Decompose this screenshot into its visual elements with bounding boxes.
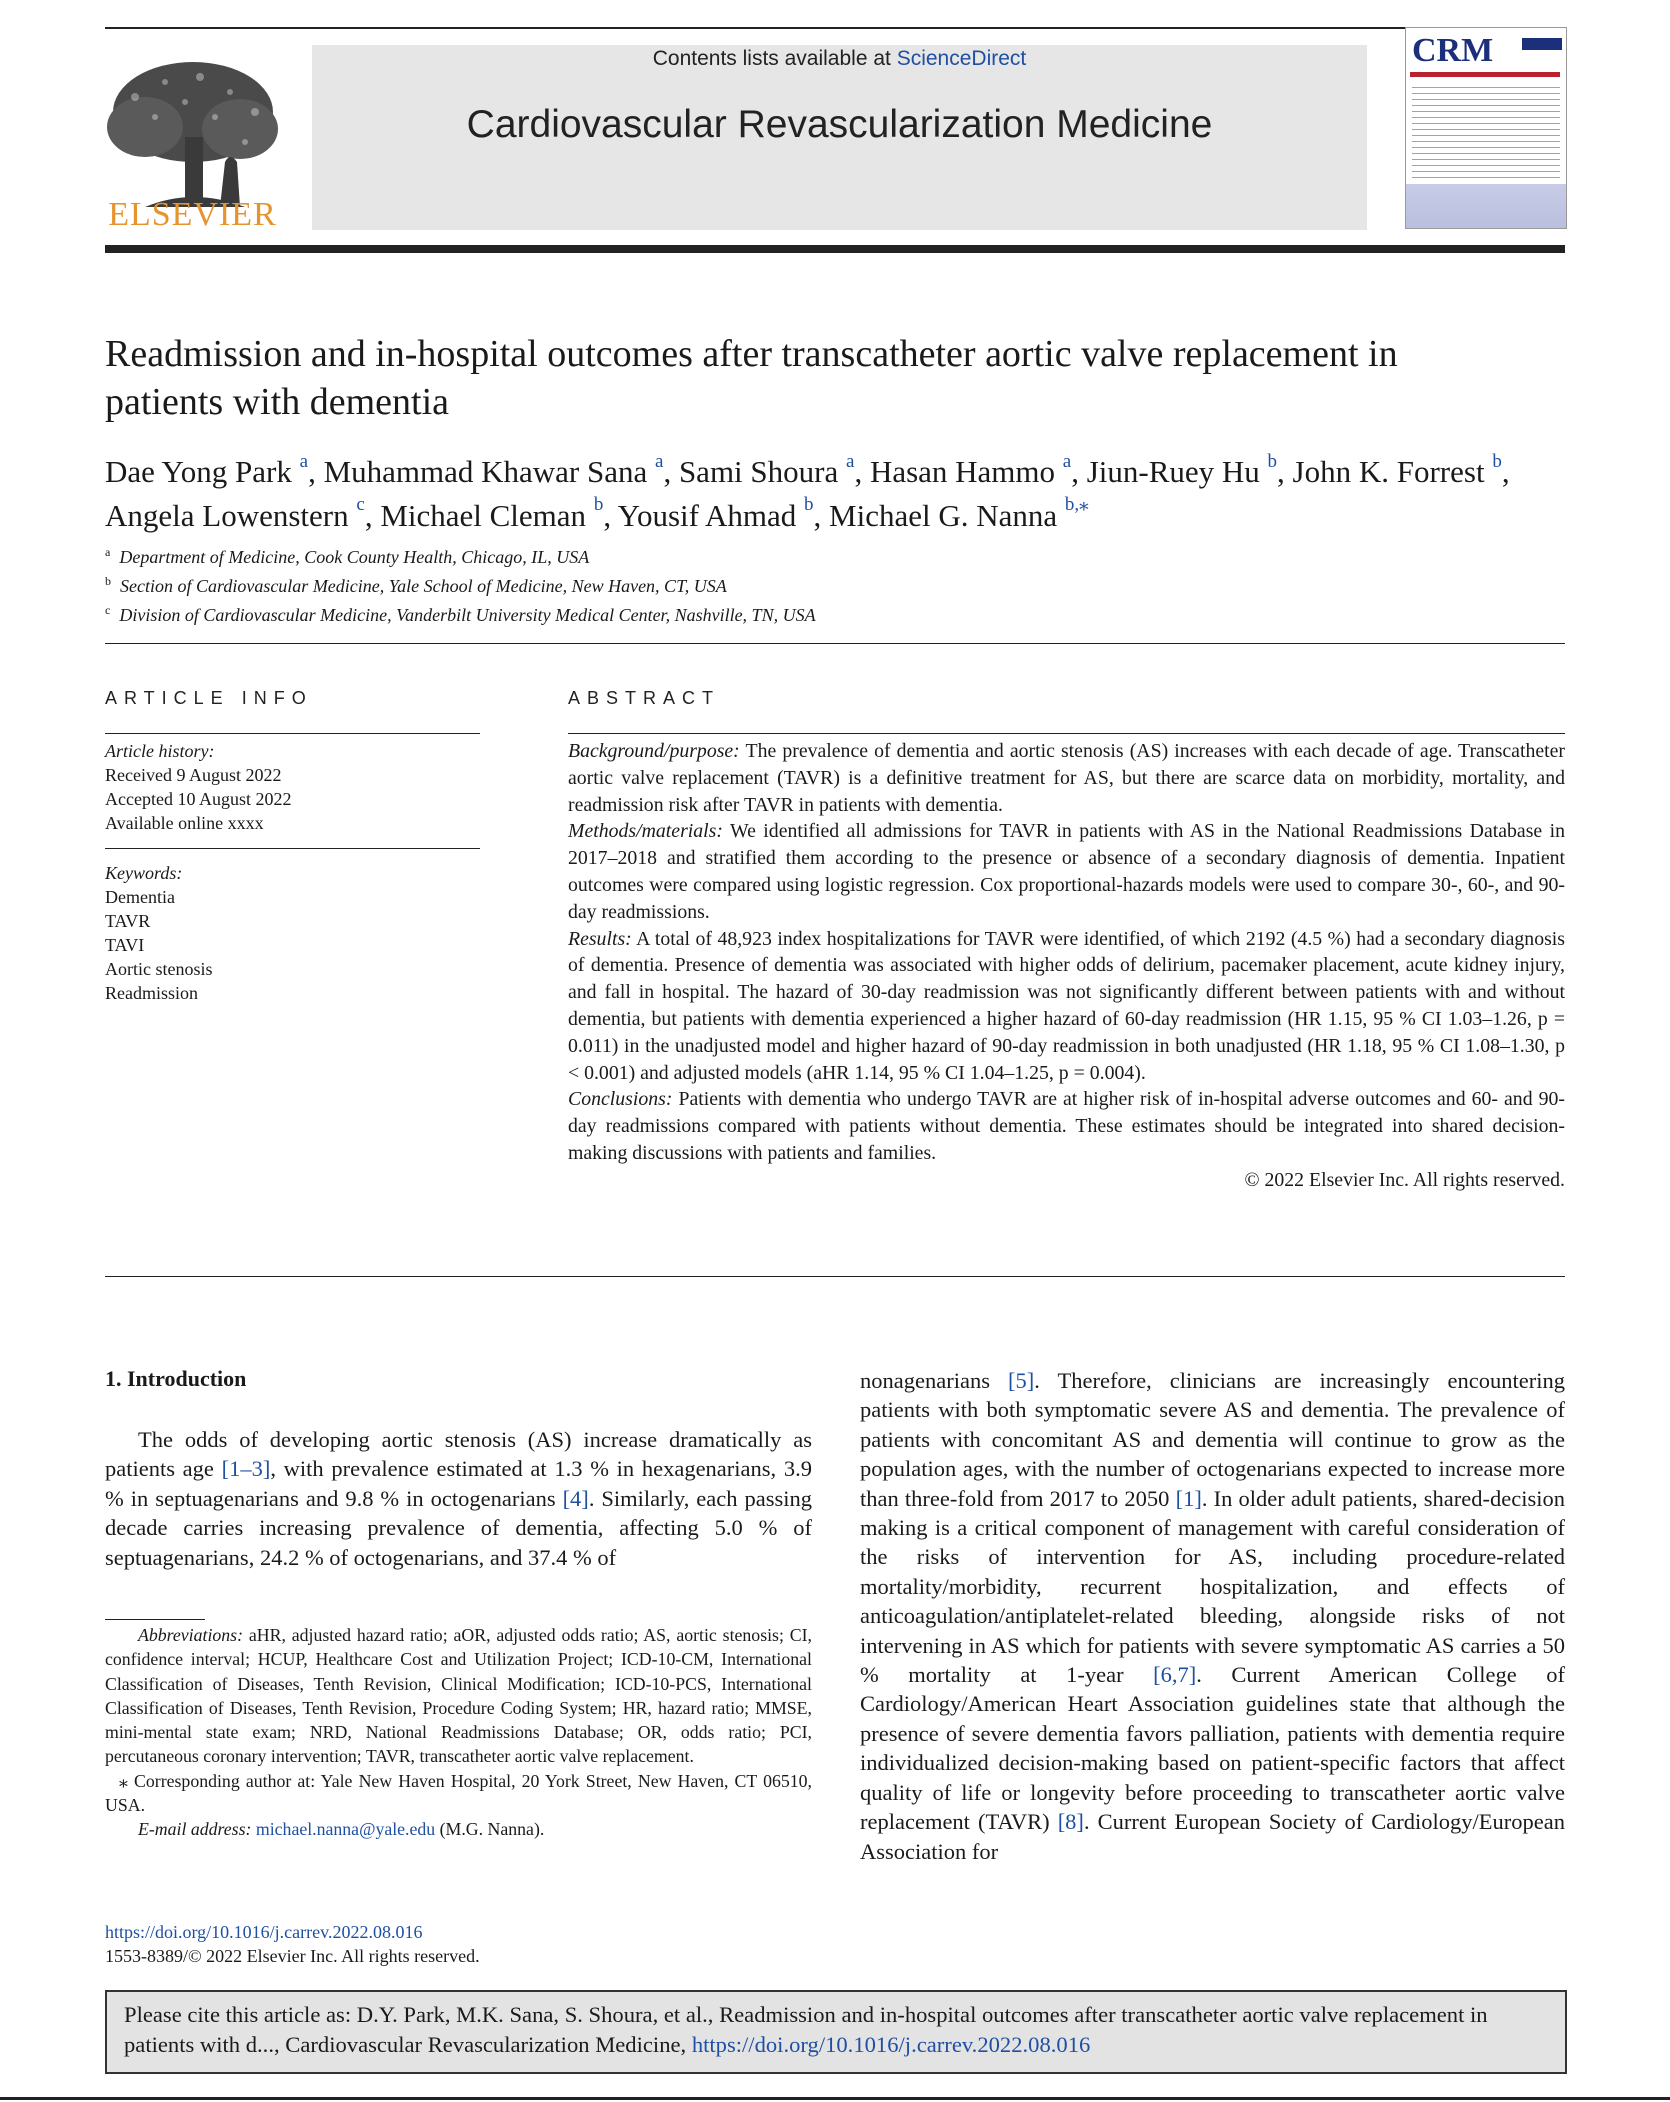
cover-tag	[1522, 38, 1562, 50]
affiliation: $^c$ Division of Cardiovascular Medicine, Vanderbilt University Medical Center, Nashville, TN, USA	[105, 603, 816, 625]
header-top-rule	[105, 27, 1565, 29]
ref-link[interactable]: [1–3]	[221, 1456, 271, 1482]
journal-cover-thumbnail[interactable]	[1405, 27, 1567, 229]
divider	[105, 643, 1565, 644]
keyword: Readmission	[105, 983, 198, 1003]
ref-link[interactable]: [5]	[1007, 1368, 1035, 1393]
divider	[568, 733, 1565, 734]
keyword: Aortic stenosis	[105, 959, 213, 979]
affiliations	[105, 540, 1305, 627]
cover-contents-lines	[1412, 82, 1560, 182]
footnotes	[105, 1623, 812, 1842]
body-right-column	[860, 1366, 1565, 1866]
keyword: Dementia	[105, 887, 175, 907]
abstract-conclusions: Conclusions: Patients with dementia who undergo TAVR are at higher risk of in-hospital adverse outcomes and 60- and 90-day readmissions compared with patients without dementia. These estimates should be integrated into shared decision-making discussions with patients and families.	[568, 1088, 1565, 1164]
author[interactable]: Angela Lowenstern $^c$,	[105, 494, 381, 533]
history-label: Article history:	[105, 741, 215, 761]
article-history	[105, 739, 480, 835]
author[interactable]: Yousif Ahmad $^b$,	[617, 494, 830, 533]
abstract-background: Background/purpose: The prevalence of dementia and aortic stenosis (AS) increases with each decade of age. Transcatheter aortic valve replacement (TAVR) is a definitive treatment for AS, but there are scarce data on morbidity, mortality, and readmission risk after TAVR in patients with dementia.	[568, 740, 1565, 816]
publisher-name: ELSEVIER	[108, 196, 277, 233]
author[interactable]: Hasan Hammo $^a$,	[869, 451, 1087, 490]
author[interactable]: Michael Cleman $^b$,	[380, 494, 618, 533]
affiliation: $^b$ Section of Cardiovascular Medicine, Yale School of Medicine, New Haven, CT, USA	[105, 574, 727, 596]
section-title: 1. Introduction	[105, 1366, 247, 1391]
citation-text: Please cite this article as: D.Y. Park, M.K. Sana, S. Shoura, et al., Readmission and in-hospital outcomes after transcatheter aortic valve replacement in patients with d..., Cardiovascular Revascularization Medicine, https://doi.org/10.1016/j.carrev.2022.08.016	[124, 2002, 1488, 2057]
keywords-label: Keywords:	[105, 863, 183, 883]
divider	[105, 848, 480, 849]
keyword: TAVR	[105, 911, 151, 931]
contents-line	[312, 47, 1367, 71]
footnote-rule	[105, 1619, 205, 1620]
ref-link[interactable]: [4]	[562, 1485, 589, 1511]
author[interactable]: Muhammad Khawar Sana $^a$,	[323, 451, 679, 490]
keywords-block	[105, 861, 480, 1005]
email-footnote: E-mail address: michael.nanna@yale.edu (M.G. Nanna).	[138, 1819, 545, 1840]
author[interactable]: Sami Shoura $^a$,	[678, 451, 870, 490]
intro-paragraph-continued: nonagenarians [5]. Therefore, clinicians are increasingly encountering patients with both symptomatic severe AS and dementia. The prevalence of patients with concomitant AS and dementia will continue to grow as the population ages, with the number of octogenarians expected to increase more than three-fold from 2017 to 2050 [1]. In older adult patients, shared-decision making is a critical component of management with careful consideration of the risks of intervention for AS, including procedure-related mortality/morbidity, recurrent hospitalization, and effects of anticoagulation/antiplatelet-related bleeding, alongside risks of not intervening in AS which for patients with severe symptomatic AS carries a 50 % mortality at 1-year [6,7]. Current American College of Cardiology/American Heart Association guidelines state that although the presence of severe dementia favors palliation, patients with dementia require individualized decision-making based on patient-specific factors that affect quality of life or longevity before proceeding to transcatheter aortic valve replacement (TAVR) [8]. Current European Society of Cardiology/European Association for	[860, 1368, 1565, 1864]
article-title: Readmission and in-hospital outcomes after transcatheter aortic valve replacement in patients with dementia	[105, 333, 1398, 423]
author[interactable]: Jiun-Ruey Hu $^b$,	[1086, 451, 1293, 490]
email-link[interactable]: michael.nanna@yale.edu	[255, 1819, 436, 1840]
sciencedirect-link[interactable]: ScienceDirect	[896, 47, 1027, 70]
abstract-results: Results: A total of 48,923 index hospitalizations for TAVR were identified, of which 2192 (4.5 %) had a secondary diagnosis of dementia. Presence of dementia was associated with higher odds of delirium, pacemaker placement, acute kidney injury, and fall in hospital. The hazard of 30-day readmission was not significantly different between patients with and without dementia, but patients with dementia experienced a higher hazard of 60-day readmission (HR 1.15, 95 % CI 1.03–1.26, p = 0.011) in the unadjusted model and higher hazard of 90-day readmission in both unadjusted (HR 1.18, 95 % CI 1.08–1.30, p < 0.001) and adjusted models (aHR 1.14, 95 % CI 1.04–1.25, p = 0.004).	[568, 927, 1565, 1084]
ref-link[interactable]: [1]	[1175, 1485, 1202, 1511]
online-date: Available online xxxx	[105, 813, 264, 833]
divider	[105, 733, 480, 734]
journal-title: Cardiovascular Revascularization Medicine	[466, 103, 1213, 146]
journal-banner	[312, 45, 1367, 230]
body-left-column	[105, 1425, 812, 1572]
accepted-date: Accepted 10 August 2022	[105, 789, 292, 809]
abstract-methods: Methods/materials: We identified all admissions for TAVR in patients with AS in the National Readmissions Database in 2017–2018 and stratified them according to the presence or absence of a secondary diagnosis of dementia. Inpatient outcomes were compared using logistic regression. Cox proportional-hazards models were used to compare 30-, 60-, and 90-day readmissions.	[568, 820, 1565, 923]
author[interactable]: Dae Yong Park $^a$,	[105, 451, 324, 490]
abstract-heading: ABSTRACT	[568, 688, 721, 708]
abbreviations-footnote: Abbreviations: aHR, adjusted hazard ratio; aOR, adjusted odds ratio; AS, aortic stenosis; CI, confidence interval; HCUP, Healthcare Cost and Utilization Project; ICD-10-CM, International Classification of Diseases, Tenth Revision, Clinical Modification; ICD-10-PCS, International Classification of Diseases, Tenth Revision, Procedure Coding System; HR, hazard ratio; MMSE, mini-mental state exam; NRD, National Readmissions Database; OR, odds ratio; PCI, percutaneous coronary intervention; TAVR, transcatheter aortic valve replacement.	[105, 1625, 812, 1767]
cover-red-bar	[1410, 72, 1560, 77]
author[interactable]: John K. Forrest $^b$,	[1292, 451, 1510, 490]
keyword: TAVI	[105, 935, 145, 955]
citation-box	[105, 1990, 1567, 2074]
affiliation: $^a$ Department of Medicine, Cook County Health, Chicago, IL, USA	[105, 545, 590, 567]
ref-link[interactable]: [6,7]	[1153, 1662, 1197, 1688]
corresponding-author-footnote: ⁎ Corresponding author at: Yale New Haven Hospital, 20 York Street, New Haven, CT 06510, USA.	[105, 1770, 812, 1816]
abstract-text	[568, 738, 1565, 1194]
divider	[105, 1276, 1565, 1277]
ref-link[interactable]: [8]	[1057, 1809, 1084, 1835]
author-list	[105, 447, 1575, 534]
abstract-copyright: © 2022 Elsevier Inc. All rights reserved.	[1244, 1168, 1565, 1191]
article-info-heading: ARTICLE INFO	[105, 688, 313, 708]
doi-block	[105, 1920, 480, 1968]
page-bottom-rule	[0, 2097, 1670, 2100]
header-thick-rule	[105, 245, 1565, 253]
doi-link[interactable]: https://doi.org/10.1016/j.carrev.2022.08.016	[105, 1922, 423, 1942]
cover-title: CRM	[1412, 32, 1494, 69]
author[interactable]: Michael G. Nanna $^{b,⁎}$	[829, 494, 1089, 533]
contents-prefix: Contents lists available at	[652, 47, 897, 70]
received-date: Received 9 August 2022	[105, 765, 282, 785]
citation-doi-link[interactable]: https://doi.org/10.1016/j.carrev.2022.08.016	[691, 2031, 1091, 2057]
issn-line: 1553-8389/© 2022 Elsevier Inc. All rights reserved.	[105, 1946, 480, 1966]
intro-paragraph: The odds of developing aortic stenosis (AS) increase dramatically as patients age [1–3], with prevalence estimated at 1.3 % in hexagenarians, 3.9 % in septuagenarians and 9.8 % in octogenarians [4]. Similarly, each passing decade carries increasing prevalence of dementia, affecting 5.0 % of septuagenarians, 24.2 % of octogenarians, and 37.4 % of	[105, 1427, 812, 1570]
